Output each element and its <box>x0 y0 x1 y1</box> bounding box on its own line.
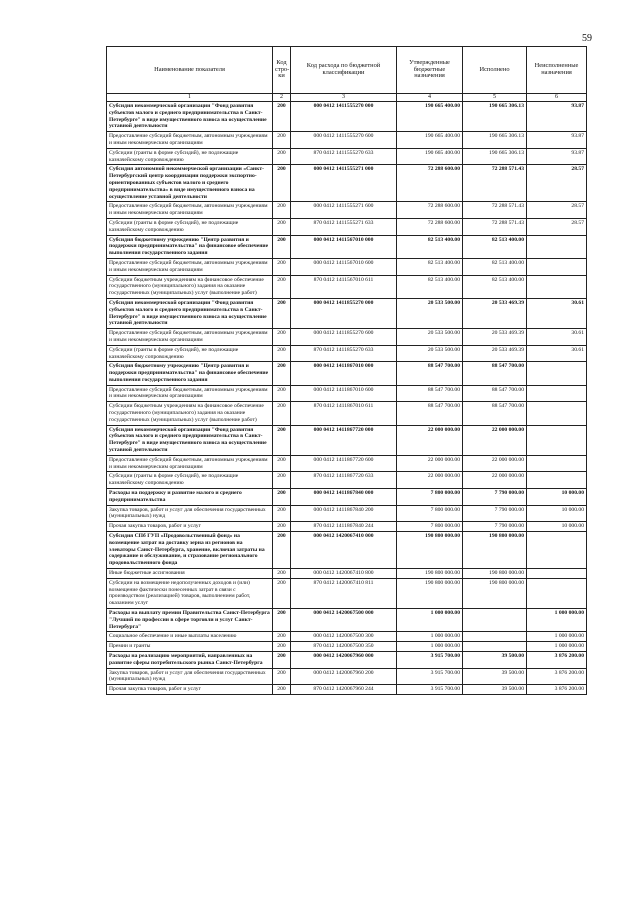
table-row <box>107 345 587 362</box>
row-unexecuted-amount <box>527 532 587 569</box>
row-approved-amount: 22 000 000.00 <box>397 425 463 455</box>
row-name: Иные бюджетные ассигнования <box>107 569 273 579</box>
budget-table-sheet <box>106 46 586 695</box>
row-name: Субсидия некоммерческой организации "Фонд развития субъектов малого и среднего предпринимательства в Санкт-Петербурге" в виде имущественного взноса на осуществление уставной деятельности <box>107 102 273 132</box>
row-name: Предоставление субсидий бюджетным, автономным учреждениям и иным некоммерческим организациям <box>107 329 273 346</box>
table-row <box>107 668 587 685</box>
row-unexecuted-amount: 1 000 000.00 <box>527 632 587 642</box>
row-approved-amount: 3 915 700.00 <box>397 685 463 695</box>
row-name: Предоставление субсидий бюджетным, автономным учреждениям и иным некоммерческим организациям <box>107 385 273 402</box>
row-unexecuted-amount <box>527 472 587 489</box>
table-row <box>107 685 587 695</box>
column-number: 3 <box>291 94 397 102</box>
row-executed-amount: 82 513 400.00 <box>463 258 527 275</box>
row-executed-amount <box>463 609 527 632</box>
row-name: Социальное обеспечение и иные выплаты населению <box>107 632 273 642</box>
row-executed-amount: 190 800 000.00 <box>463 532 527 569</box>
row-budget-code: 870 0412 1411555270 633 <box>291 148 397 165</box>
row-approved-amount: 20 533 500.00 <box>397 298 463 328</box>
row-budget-code: 870 0412 1411867720 633 <box>291 472 397 489</box>
row-unexecuted-amount: 93.87 <box>527 148 587 165</box>
table-row <box>107 522 587 532</box>
row-name: Предоставление субсидий бюджетным, автономным учреждениям и иным некоммерческим организациям <box>107 132 273 149</box>
row-line-code: 200 <box>273 385 291 402</box>
row-approved-amount: 20 533 500.00 <box>397 329 463 346</box>
row-executed-amount: 20 533 469.39 <box>463 329 527 346</box>
table-row <box>107 505 587 522</box>
row-unexecuted-amount: 28.57 <box>527 218 587 235</box>
row-line-code: 200 <box>273 258 291 275</box>
row-name: Субсидии (гранты в форме субсидий), не подлежащие казначейскому сопровождению <box>107 148 273 165</box>
row-approved-amount: 88 547 700.00 <box>397 362 463 385</box>
row-approved-amount: 72 288 600.00 <box>397 165 463 202</box>
row-executed-amount: 22 000 000.00 <box>463 472 527 489</box>
row-budget-code: 000 0412 1411555270 000 <box>291 102 397 132</box>
row-budget-code: 870 0412 1420067960 244 <box>291 685 397 695</box>
row-name: Прочая закупка товаров, работ и услуг <box>107 685 273 695</box>
row-executed-amount: 190 665 306.13 <box>463 148 527 165</box>
row-line-code: 200 <box>273 345 291 362</box>
row-budget-code: 000 0412 1411867840 200 <box>291 505 397 522</box>
row-unexecuted-amount <box>527 362 587 385</box>
row-line-code: 200 <box>273 425 291 455</box>
budget-execution-table <box>106 46 587 695</box>
table-row <box>107 402 587 425</box>
row-name: Закупка товаров, работ и услуг для обеспечения государственных (муниципальных) нужд <box>107 505 273 522</box>
row-line-code: 200 <box>273 489 291 506</box>
row-executed-amount <box>463 642 527 652</box>
row-approved-amount: 190 665 400.00 <box>397 102 463 132</box>
row-executed-amount: 88 547 700.00 <box>463 385 527 402</box>
table-row <box>107 258 587 275</box>
row-approved-amount: 1 000 000.00 <box>397 632 463 642</box>
row-executed-amount: 20 533 469.39 <box>463 345 527 362</box>
table-row <box>107 329 587 346</box>
row-budget-code: 870 0412 1420067500 350 <box>291 642 397 652</box>
column-number-row <box>107 94 587 102</box>
row-approved-amount: 7 800 000.00 <box>397 505 463 522</box>
row-approved-amount: 72 288 600.00 <box>397 218 463 235</box>
row-line-code: 200 <box>273 472 291 489</box>
row-line-code: 200 <box>273 132 291 149</box>
row-unexecuted-amount: 93.87 <box>527 102 587 132</box>
row-name: Субсидия автономной некоммерческой организации «Санкт-Петербургский центр координации поддержки экспортно-ориентированных субъектов малого и среднего предпринимательства» в виде имущественного взноса на осуществление уставной деятельности <box>107 165 273 202</box>
row-budget-code: 000 0412 1411855270 600 <box>291 329 397 346</box>
row-unexecuted-amount: 1 000 000.00 <box>527 609 587 632</box>
row-unexecuted-amount: 10 000.00 <box>527 505 587 522</box>
table-row <box>107 425 587 455</box>
row-budget-code: 000 0412 1420067410 800 <box>291 569 397 579</box>
table-row <box>107 532 587 569</box>
row-line-code: 200 <box>273 522 291 532</box>
table-row <box>107 609 587 632</box>
row-budget-code: 000 0412 1420067960 000 <box>291 651 397 668</box>
row-line-code: 200 <box>273 102 291 132</box>
row-budget-code: 000 0412 1411867010 000 <box>291 362 397 385</box>
header-code: Код стро-ки <box>273 47 291 94</box>
row-budget-code: 870 0412 1411867010 611 <box>291 402 397 425</box>
row-line-code: 200 <box>273 362 291 385</box>
row-name: Прочая закупка товаров, работ и услуг <box>107 522 273 532</box>
row-unexecuted-amount: 3 876 200.00 <box>527 685 587 695</box>
header-approved: Утвержденные бюджетные назначения <box>397 47 463 94</box>
row-name: Субсидия бюджетному учреждению "Центр развития и поддержки предпринимательства" на финансовое обеспечение выполнения государственного задания <box>107 362 273 385</box>
header-unexecuted: Неисполненные назначения <box>527 47 587 94</box>
row-unexecuted-amount: 28.57 <box>527 165 587 202</box>
row-executed-amount: 7 790 000.00 <box>463 505 527 522</box>
row-name: Предоставление субсидий бюджетным, автономным учреждениям и иным некоммерческим организациям <box>107 202 273 219</box>
table-header-row <box>107 47 587 94</box>
table-row <box>107 489 587 506</box>
page-number: 59 <box>582 33 592 44</box>
row-executed-amount: 39 500.00 <box>463 668 527 685</box>
row-approved-amount: 1 000 000.00 <box>397 609 463 632</box>
row-budget-code: 000 0412 1411555270 600 <box>291 132 397 149</box>
row-line-code: 200 <box>273 532 291 569</box>
row-name: Предоставление субсидий бюджетным, автономным учреждениям и иным некоммерческим организациям <box>107 455 273 472</box>
row-approved-amount: 1 000 000.00 <box>397 642 463 652</box>
row-line-code: 200 <box>273 651 291 668</box>
table-row <box>107 632 587 642</box>
row-line-code: 200 <box>273 329 291 346</box>
table-row <box>107 275 587 298</box>
row-unexecuted-amount: 30.61 <box>527 298 587 328</box>
row-budget-code: 000 0412 1411867010 600 <box>291 385 397 402</box>
table-row <box>107 578 587 608</box>
row-unexecuted-amount <box>527 455 587 472</box>
row-budget-code: 000 0412 1411867840 000 <box>291 489 397 506</box>
row-name: Расходы на выплату премии Правительства Санкт-Петербурга "Лучший по профессии в сфере торговли и услуг Санкт-Петербурга" <box>107 609 273 632</box>
row-approved-amount: 20 533 500.00 <box>397 345 463 362</box>
table-row <box>107 385 587 402</box>
table-row <box>107 569 587 579</box>
row-budget-code: 000 0412 1420067410 000 <box>291 532 397 569</box>
row-budget-code: 870 0412 1411567010 611 <box>291 275 397 298</box>
row-executed-amount <box>463 632 527 642</box>
row-approved-amount: 190 800 000.00 <box>397 532 463 569</box>
row-budget-code: 000 0412 1411867720 000 <box>291 425 397 455</box>
row-name: Субсидия некоммерческой организации "Фонд развития субъектов малого и среднего предпринимательства в Санкт-Петербурге" в виде имущественного взноса на осуществление уставной деятельности <box>107 298 273 328</box>
row-line-code: 200 <box>273 202 291 219</box>
column-number: 5 <box>463 94 527 102</box>
row-unexecuted-amount: 28.57 <box>527 202 587 219</box>
table-row <box>107 165 587 202</box>
row-budget-code: 000 0412 1411567010 000 <box>291 235 397 258</box>
row-name: Предоставление субсидий бюджетным, автономным учреждениям и иным некоммерческим организациям <box>107 258 273 275</box>
column-number: 2 <box>273 94 291 102</box>
row-line-code: 200 <box>273 402 291 425</box>
row-approved-amount: 82 513 400.00 <box>397 235 463 258</box>
row-approved-amount: 7 800 000.00 <box>397 522 463 532</box>
row-line-code: 200 <box>273 505 291 522</box>
table-row <box>107 362 587 385</box>
row-approved-amount: 82 513 400.00 <box>397 275 463 298</box>
row-line-code: 200 <box>273 148 291 165</box>
row-line-code: 200 <box>273 235 291 258</box>
row-unexecuted-amount <box>527 258 587 275</box>
row-approved-amount: 22 000 000.00 <box>397 455 463 472</box>
row-executed-amount: 190 665 306.13 <box>463 132 527 149</box>
row-approved-amount: 82 513 400.00 <box>397 258 463 275</box>
row-line-code: 200 <box>273 632 291 642</box>
row-name: Субсидии (гранты в форме субсидий), не подлежащие казначейскому сопровождению <box>107 345 273 362</box>
row-executed-amount: 82 513 400.00 <box>463 275 527 298</box>
row-budget-code: 870 0412 1420067410 811 <box>291 578 397 608</box>
row-line-code: 200 <box>273 609 291 632</box>
row-unexecuted-amount: 10 000.00 <box>527 522 587 532</box>
row-approved-amount: 190 665 400.00 <box>397 132 463 149</box>
row-name: Расходы на реализацию мероприятий, направленных на развитие сферы потребительского рынка Санкт-Петербурга <box>107 651 273 668</box>
row-unexecuted-amount: 30.61 <box>527 329 587 346</box>
table-body <box>107 102 587 695</box>
row-executed-amount: 72 288 571.43 <box>463 218 527 235</box>
table-row <box>107 472 587 489</box>
row-approved-amount: 88 547 700.00 <box>397 385 463 402</box>
row-executed-amount: 88 547 700.00 <box>463 362 527 385</box>
row-executed-amount: 22 000 000.00 <box>463 425 527 455</box>
row-executed-amount: 72 288 571.43 <box>463 165 527 202</box>
row-executed-amount: 39 500.00 <box>463 651 527 668</box>
row-budget-code: 000 0412 1411555271 600 <box>291 202 397 219</box>
column-number: 1 <box>107 94 273 102</box>
row-executed-amount: 190 665 306.13 <box>463 102 527 132</box>
row-approved-amount: 88 547 700.00 <box>397 402 463 425</box>
table-row <box>107 235 587 258</box>
row-budget-code: 000 0412 1420067960 200 <box>291 668 397 685</box>
row-approved-amount: 7 800 000.00 <box>397 489 463 506</box>
row-line-code: 200 <box>273 685 291 695</box>
table-row <box>107 642 587 652</box>
row-line-code: 200 <box>273 642 291 652</box>
row-name: Субсидии (гранты в форме субсидий), не подлежащие казначейскому сопровождению <box>107 218 273 235</box>
row-budget-code: 870 0412 1411867840 244 <box>291 522 397 532</box>
row-name: Субсидия некоммерческой организации "Фонд развития субъектов малого и среднего предпринимательства в Санкт-Петербурге" в виде имущественного взноса на осуществление уставной деятельности <box>107 425 273 455</box>
row-budget-code: 000 0412 1420067500 000 <box>291 609 397 632</box>
row-line-code: 200 <box>273 275 291 298</box>
row-name: Субсидии (гранты в форме субсидий), не подлежащие казначейскому сопровождению <box>107 472 273 489</box>
row-budget-code: 000 0412 1411855270 000 <box>291 298 397 328</box>
row-executed-amount: 190 800 000.00 <box>463 569 527 579</box>
row-name: Премии и гранты <box>107 642 273 652</box>
table-row <box>107 651 587 668</box>
row-unexecuted-amount <box>527 275 587 298</box>
row-executed-amount: 190 800 000.00 <box>463 578 527 608</box>
row-executed-amount: 88 547 700.00 <box>463 402 527 425</box>
row-executed-amount: 39 500.00 <box>463 685 527 695</box>
row-name: Субсидии на возмещение недополученных доходов и (или) возмещение фактически понесенных затрат в связи с производством (реализацией) товаров, выполнением работ, оказанием услуг <box>107 578 273 608</box>
row-budget-code: 000 0412 1411567010 600 <box>291 258 397 275</box>
table-row <box>107 102 587 132</box>
row-budget-code: 870 0412 1411555271 633 <box>291 218 397 235</box>
row-unexecuted-amount <box>527 569 587 579</box>
header-budget-code: Код расхода по бюджетной классификации <box>291 47 397 94</box>
table-row <box>107 132 587 149</box>
row-approved-amount: 190 665 400.00 <box>397 148 463 165</box>
table-row <box>107 298 587 328</box>
row-line-code: 200 <box>273 165 291 202</box>
table-row <box>107 218 587 235</box>
row-executed-amount: 7 790 000.00 <box>463 489 527 506</box>
row-approved-amount: 3 915 700.00 <box>397 668 463 685</box>
row-name: Субсидии бюджетным учреждениям на финансовое обеспечение государственного (муниципального) задания на оказание государственных (муниципальных) услуг (выполнение работ) <box>107 402 273 425</box>
row-executed-amount: 82 513 400.00 <box>463 235 527 258</box>
row-unexecuted-amount: 10 000.00 <box>527 489 587 506</box>
row-name: Субсидия бюджетному учреждению "Центр развития и поддержки предпринимательства" на финансовое обеспечение выполнения государственного задания <box>107 235 273 258</box>
row-line-code: 200 <box>273 668 291 685</box>
row-unexecuted-amount <box>527 385 587 402</box>
row-name: Расходы на поддержку и развитие малого и среднего предпринимательства <box>107 489 273 506</box>
row-executed-amount: 22 000 000.00 <box>463 455 527 472</box>
row-approved-amount: 190 800 000.00 <box>397 578 463 608</box>
column-number: 4 <box>397 94 463 102</box>
row-unexecuted-amount: 3 876 200.00 <box>527 651 587 668</box>
row-name: Субсидия СПб ГУП «Продовольственный фонд» на возмещение затрат на доставку зерна из регионов на элеваторы Санкт-Петербурга, хранение, включая затраты на содержание и обслуживание, и стразование регионального продовольственного фонда <box>107 532 273 569</box>
row-approved-amount: 3 915 700.00 <box>397 651 463 668</box>
header-executed: Исполнено <box>463 47 527 94</box>
table-row <box>107 148 587 165</box>
row-executed-amount: 7 790 000.00 <box>463 522 527 532</box>
row-unexecuted-amount <box>527 578 587 608</box>
row-unexecuted-amount <box>527 402 587 425</box>
row-unexecuted-amount: 30.61 <box>527 345 587 362</box>
column-number: 6 <box>527 94 587 102</box>
row-name: Закупка товаров, работ и услуг для обеспечения государственных (муниципальных) нужд <box>107 668 273 685</box>
row-budget-code: 000 0412 1420067500 300 <box>291 632 397 642</box>
row-unexecuted-amount: 3 876 200.00 <box>527 668 587 685</box>
row-executed-amount: 72 288 571.43 <box>463 202 527 219</box>
row-unexecuted-amount: 93.87 <box>527 132 587 149</box>
row-line-code: 200 <box>273 455 291 472</box>
row-budget-code: 000 0412 1411867720 600 <box>291 455 397 472</box>
row-line-code: 200 <box>273 298 291 328</box>
row-approved-amount: 22 000 000.00 <box>397 472 463 489</box>
table-row <box>107 202 587 219</box>
row-approved-amount: 190 800 000.00 <box>397 569 463 579</box>
row-budget-code: 000 0412 1411555271 000 <box>291 165 397 202</box>
row-unexecuted-amount <box>527 235 587 258</box>
header-name: Наименование показателя <box>107 47 273 94</box>
row-unexecuted-amount <box>527 425 587 455</box>
row-line-code: 200 <box>273 218 291 235</box>
row-unexecuted-amount: 1 000 000.00 <box>527 642 587 652</box>
row-executed-amount: 20 533 469.39 <box>463 298 527 328</box>
row-budget-code: 870 0412 1411855270 633 <box>291 345 397 362</box>
row-name: Субсидии бюджетным учреждениям на финансовое обеспечение государственного (муниципального) задания на оказание государственных (муниципальных) услуг (выполнение работ) <box>107 275 273 298</box>
row-approved-amount: 72 288 600.00 <box>397 202 463 219</box>
row-line-code: 200 <box>273 569 291 579</box>
row-line-code: 200 <box>273 578 291 608</box>
table-row <box>107 455 587 472</box>
